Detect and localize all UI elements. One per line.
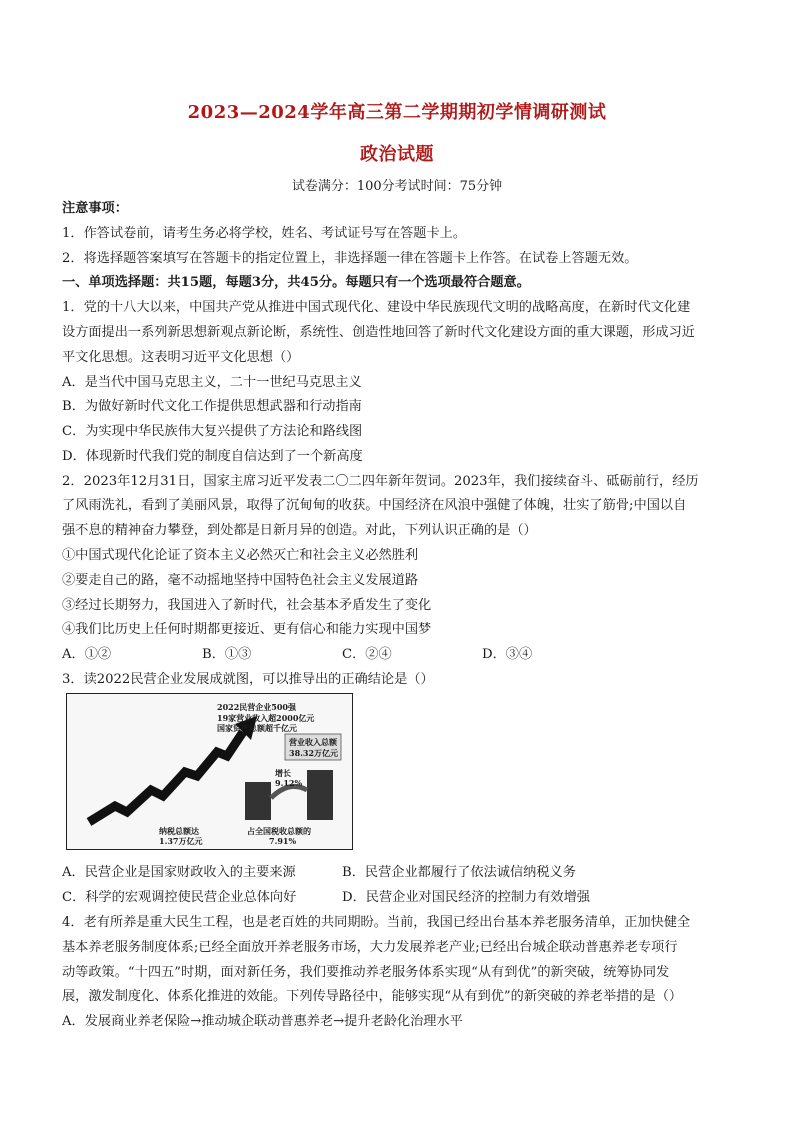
figure-label: 纳税总额达	[159, 826, 199, 836]
figure-label: 9.12%	[275, 778, 303, 788]
figure-label: 7.91%	[269, 836, 297, 846]
question-line: 了风雨洗礼，看到了美丽风景，取得了沉甸甸的收获。中国经济在风浪中强健了体魄，壮实了筋骨;中国以自	[62, 498, 687, 513]
section-heading: 一、单项选择题：共15题，每题3分，共45分。每题只有一个选项最符合题意。	[62, 275, 530, 290]
notice-item: 2．将选择题答案填写在答题卡的指定位置上，非选择题一律在答题卡上作答。在试卷上答题无效。	[62, 251, 638, 266]
option-b: B．为做好新时代文化工作提供思想武器和行动指南	[62, 399, 362, 414]
exam-meta: 试卷满分：100分考试时间：75分钟	[291, 179, 503, 194]
option-a: A．①②	[62, 647, 112, 662]
exam-title: 2023—2024学年高三第二学期期初学情调研测试	[187, 102, 607, 123]
figure-label: 1.37万亿元	[159, 836, 203, 846]
statement-1: ①中国式现代化论证了资本主义必然灭亡和社会主义必然胜利	[62, 548, 419, 563]
option-d: D．③④	[482, 647, 533, 662]
achievement-figure	[66, 693, 353, 850]
option-c: C．②④	[342, 647, 392, 662]
statement-4: ④我们比历史上任何时期都更接近、更有信心和能力实现中国梦	[62, 622, 432, 637]
option-a: A．发展商业养老保险→推动城企联动普惠养老→提升老龄化治理水平	[62, 1014, 463, 1029]
option-d: D．民营企业对国民经济的控制力有效增强	[342, 890, 590, 905]
figure-label: 38.32万亿元	[289, 748, 339, 758]
option-c: C．科学的宏观调控使民营企业总体向好	[62, 890, 297, 905]
option-a: A．是当代中国马克思主义，二十一世纪马克思主义	[62, 375, 362, 390]
figure-label: 国家资产总额超千亿元	[217, 723, 297, 733]
option-a: A．民营企业是国家财政收入的主要来源	[62, 865, 296, 880]
notice-heading: 注意事项：	[62, 201, 128, 216]
statement-2: ②要走自己的路，毫不动摇地坚持中国特色社会主义发展道路	[62, 573, 419, 588]
option-c: C．为实现中华民族伟大复兴提供了方法论和路线图	[62, 424, 363, 439]
question-line: 设方面提出一系列新思想新观点新论断，系统性、创造性地回答了新时代文化建设方面的重大课题，形成习近	[62, 325, 695, 340]
box-left	[245, 782, 271, 820]
rising-arrow-line	[89, 732, 243, 822]
figure-label: 占全国税收总额的	[247, 826, 311, 836]
box-right	[307, 770, 333, 820]
figure-label: 营业收入总额	[289, 737, 337, 747]
question-line: 平文化思想。这表明习近平文化思想（）	[62, 350, 300, 365]
question-line: 3．读2022民营企业发展成就图，可以推导出的正确结论是（）	[62, 672, 434, 687]
option-b: B．①③	[202, 647, 252, 662]
notice-item: 1．作答试卷前，请考生务必将学校，姓名、考试证号写在答题卡上。	[62, 226, 467, 241]
option-b: B．民营企业都履行了依法诚信纳税义务	[342, 865, 576, 880]
question-line: 展，激发制度化、体系化推进的效能。下列传导路径中，能够实现“从有到优”的新突破的养老举措的是（）	[62, 989, 683, 1004]
figure-label: 增长	[275, 768, 291, 778]
question-line: 强不息的精神奋力攀登，到处都是日新月异的创造。对此，下列认识正确的是（）	[62, 523, 537, 538]
question-line: 动等政策。“十四五”时期，面对新任务，我们要推动养老服务体系实现“从有到优”的新突破，统筹协同发	[62, 965, 670, 980]
figure-label: 2022民营企业500强	[217, 702, 296, 712]
option-d: D．体现新时代我们党的制度自信达到了一个新高度	[62, 449, 363, 464]
question-line: 2．2023年12月31日，国家主席习近平发表二〇二四年新年贺词。2023年，我们接续奋斗、砥砺前行，经历	[62, 474, 699, 489]
statement-3: ③经过长期努力，我国进入了新时代，社会基本矛盾发生了变化	[62, 598, 432, 613]
figure-label: 19家营业收入超2000亿元	[217, 713, 315, 723]
question-line: 基本养老服务制度体系;已经全面放开养老服务市场，大力发展养老产业;已经出台城企联动普惠养老专项行	[62, 940, 678, 955]
question-line: 4．老有所养是重大民生工程，也是老百姓的共同期盼。当前，我国已经出台基本养老服务清单，正加快健全	[62, 915, 691, 930]
question-line: 1．党的十八大以来，中国共产党从推进中国式现代化、建设中华民族现代文明的战略高度，在新时代文化建	[62, 300, 691, 315]
curved-arrow	[271, 786, 307, 798]
subject-title: 政治试题	[360, 144, 434, 165]
